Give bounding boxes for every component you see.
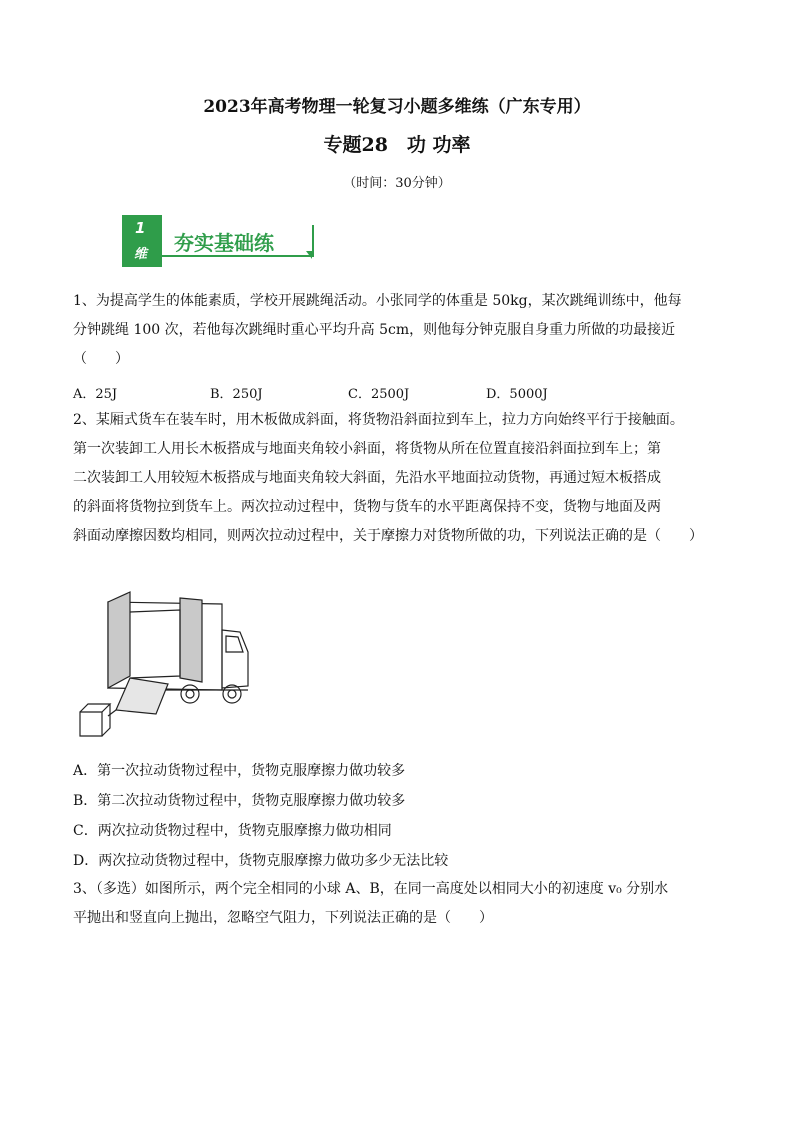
document-title: 2023年高考物理一轮复习小题多维练（广东专用） bbox=[203, 97, 591, 117]
question-3-line: 平抛出和竖直向上抛出，忽略空气阻力，下列说法正确的是（ ） bbox=[73, 910, 493, 926]
ramp-edge bbox=[108, 710, 116, 716]
badge-label: 夯实基础练 bbox=[174, 231, 274, 255]
truck-right-door bbox=[180, 598, 202, 682]
option-d: D．5000J bbox=[486, 387, 548, 402]
question-3-line: 3、（多选）如图所示，两个完全相同的小球 A、B，在同一高度处以相同大小的初速度 v₀ 分别水 bbox=[73, 881, 669, 897]
topic-title: 专题28 功 功率 bbox=[323, 134, 471, 156]
question-2-line: 斜面动摩擦因数均相同，则两次拉动过程中，关于摩擦力对货物所做的功，下列说法正确的是（ ） bbox=[73, 528, 703, 544]
question-1-line: 1、为提高学生的体能素质，学校开展跳绳活动。小张同学的体重是 50kg，某次跳绳训练中，他每 bbox=[73, 293, 682, 309]
question-2-line: 二次装卸工人用较短木板搭成与地面夹角较大斜面，先沿水平地面拉动货物，再通过短木板搭成 bbox=[73, 470, 661, 486]
badge-number-block bbox=[122, 215, 162, 267]
option-c: C．2500J bbox=[348, 387, 410, 402]
question-1 bbox=[73, 287, 723, 374]
truck-rear-hub bbox=[186, 690, 194, 698]
truck-inner-opening bbox=[130, 610, 180, 678]
option-b: B．第二次拉动货物过程中，货物克服摩擦力做功较多 bbox=[73, 793, 406, 809]
question-1-line: 分钟跳绳 100 次，若他每次跳绳时重心平均升高 5cm，则他每分钟克服自身重力所做的功最接近 bbox=[73, 322, 676, 338]
ramp-board bbox=[116, 678, 168, 714]
question-2 bbox=[73, 406, 723, 551]
section-badge bbox=[122, 215, 318, 267]
option-a: A．25J bbox=[73, 387, 118, 402]
option-b: B．250J bbox=[210, 387, 263, 402]
truck-cab-window bbox=[226, 636, 243, 652]
truck-rear-wheel bbox=[181, 685, 199, 703]
question-2-line: 第一次装卸工人用长木板搭成与地面夹角较小斜面，将货物从所在位置直接沿斜面拉到车上；第 bbox=[73, 441, 661, 457]
option-a: A．第一次拉动货物过程中，货物克服摩擦力做功较多 bbox=[73, 763, 406, 779]
truck-ramp-figure bbox=[72, 590, 252, 740]
badge-number: 1 bbox=[135, 219, 146, 237]
option-c: C．两次拉动货物过程中，货物克服摩擦力做功相同 bbox=[73, 823, 392, 839]
question-2-line: 的斜面将货物拉到货车上。两次拉动过程中，货物与货车的水平距离保持不变，货物与地面及两 bbox=[73, 499, 661, 515]
badge-label-frame bbox=[162, 225, 314, 257]
question-2-options bbox=[73, 756, 723, 876]
question-1-line: （ ） bbox=[73, 351, 129, 367]
question-1-options bbox=[73, 383, 723, 403]
badge-unit: 维 bbox=[134, 247, 148, 262]
truck-front-hub bbox=[228, 690, 236, 698]
question-2-line: 2、某厢式货车在装车时，用木板做成斜面，将货物沿斜面拉到车上，拉力方向始终平行于接触面。 bbox=[73, 412, 684, 428]
cargo-box-front bbox=[80, 712, 102, 736]
cargo-box-top bbox=[80, 704, 110, 712]
option-d: D．两次拉动货物过程中，货物克服摩擦力做功多少无法比较 bbox=[73, 853, 449, 869]
time-limit: （时间：30分钟） bbox=[343, 176, 451, 191]
question-3 bbox=[73, 875, 723, 933]
truck-left-door bbox=[108, 592, 130, 688]
badge-corner-triangle bbox=[306, 251, 312, 259]
